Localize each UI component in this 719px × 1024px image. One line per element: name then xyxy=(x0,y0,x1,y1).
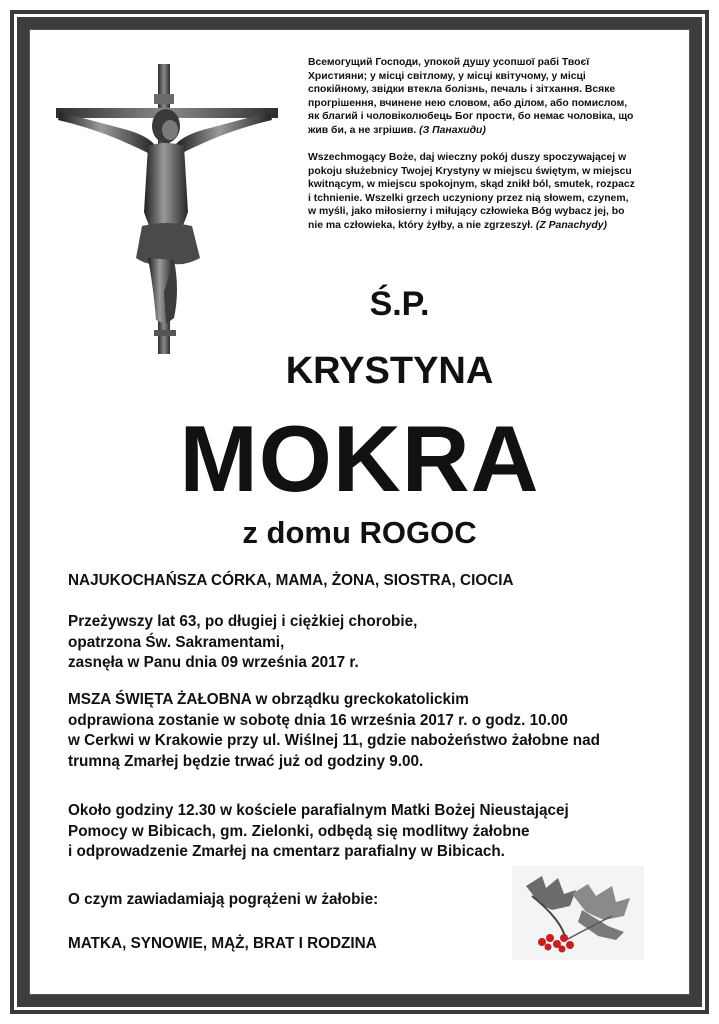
prayer-polish-text: Wszechmogący Boże, daj wieczny pokój duszy spoczywającej w pokoju służebnicy Twojej Krystyny w miejscu świętym, w miejscu kwitnącym, w miejscu spokojnym, skąd znikł ból, smutek, rozpacz i tchnienie. Wszelki grzech uczyniony przez nią słowem, czynem, w myśli, jako miłosierny i miłujący człowieka Bóg wybacz jej, bo nie ma człowieka, który żyłby, a nie zgrzeszył. xyxy=(308,152,635,231)
first-name: KRYSTYNA xyxy=(285,350,494,392)
maiden-name: z domu ROGOC xyxy=(242,515,477,550)
mass-paragraph xyxy=(68,690,668,772)
prayer-polish xyxy=(308,151,638,232)
family-roles: NAJUKOCHAŃSZA CÓRKA, MAMA, ŻONA, SIOSTRA, CIOCIA xyxy=(68,572,514,589)
title-prefix: Ś.P. xyxy=(369,285,430,323)
burial-text: Około godziny 12.30 w kościele parafialnym Matki Bożej Nieustającej Pomocy w Bibicach, gm. Zielonki, odbędą się modlitwy żałobne i odprowadzenie Zmarłej na cmentarz parafialny w Bibicach. xyxy=(68,802,569,860)
prayer-ukrainian xyxy=(308,56,638,137)
passing-text: Przeżywszy lat 63, po długiej i ciężkiej chorobie, opatrzona Św. Sakramentami, zasnęła w Panu dnia 09 września 2017 r. xyxy=(68,613,418,671)
mass-text: w obrządku greckokatolickim odprawiona zostanie w sobotę dnia 16 września 2017 r. o godz. 10.00 w Cerkwi w Krakowie przy ul. Wiślnej 11, gdzie nabożeństwo żałobne nad trumną Zmarłej będzie trwać już od godziny 9.00. xyxy=(68,691,600,770)
prayer-ukrainian-text: Всемогущий Господи, упокой душу усопшої рабі Твоєї Християни; у місці світлому, у місці квітучому, у місці спокійному, звідки втекла болізнь, печаль і зітхання. Всяке прогрішення, вчинене нею словом, або ділом, або помислом, як благий і чоловіколюбець Бог прости, бо немає чоловіка, що жив би, а не згрішив. xyxy=(308,57,634,136)
prayer-ukrainian-source: (З Панахиди) xyxy=(419,124,486,136)
mass-lead: MSZA ŚWIĘTA ŻAŁOBNA xyxy=(68,691,252,708)
surname: MOKRA xyxy=(179,406,540,511)
prayer-polish-source: (Z Panachydy) xyxy=(535,219,607,231)
mourners: MATKA, SYNOWIE, MĄŻ, BRAT I RODZINA xyxy=(68,935,377,952)
rowan-branch-icon xyxy=(512,866,644,960)
notice-text: O czym zawiadamiają pogrążeni w żałobie: xyxy=(68,891,379,908)
